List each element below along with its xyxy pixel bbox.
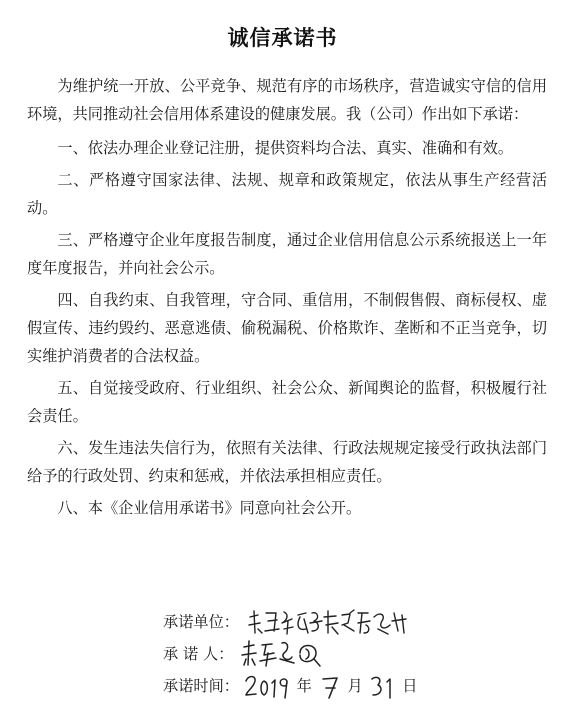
intro-paragraph: 为维护统一开放、公平竞争、规范有序的市场秩序，营造诚实守信的信用环境，共同推动社会信用体系建设的健康发展。我（公司）作出如下承诺： bbox=[27, 77, 547, 123]
unit-handwritten-signature bbox=[246, 607, 416, 637]
document-title: 诚信承诺书 bbox=[227, 26, 338, 50]
handwritten-month bbox=[319, 671, 341, 701]
signature-block bbox=[163, 605, 543, 701]
commitment-item-1: 一、依法办理企业登记注册，提供资料均合法、真实、准确和有效。 bbox=[57, 139, 514, 157]
unit-label: 承诺单位： bbox=[163, 612, 239, 631]
person-label: 承 诺 人： bbox=[163, 644, 234, 663]
day-unit: 日 bbox=[402, 676, 418, 695]
commitment-item-8: 八、本《企业信用承诺书》同意向社会公开。 bbox=[57, 499, 362, 517]
month-unit: 月 bbox=[347, 676, 363, 695]
document-body bbox=[27, 72, 547, 526]
commitment-item-4: 四、自我约束、自我管理，守合同、重信用，不制假售假、商标侵权、虚假宣传、违约毁约、恶意逃债、偷税漏税、价格欺诈、垄断和不正当竞争，切实维护消费者的合法权益。 bbox=[27, 291, 547, 365]
commitment-item-6: 六、发生违法失信行为，依照有关法律、行政法规规定接受行政执法部门给予的行政处罚、约束和惩戒，并依法承担相应责任。 bbox=[27, 439, 547, 485]
commitment-item-3: 三、严格遵守企业年度报告制度，通过企业信用信息公示系统报送上一年度年度报告，并向社会公示。 bbox=[27, 231, 547, 277]
signature-time-row bbox=[163, 669, 543, 701]
person-handwritten-signature bbox=[240, 639, 326, 669]
commitment-item-5: 五、自觉接受政府、行业组织、社会公众、新闻舆论的监督，积极履行社会责任。 bbox=[27, 379, 547, 425]
handwritten-day bbox=[369, 671, 395, 701]
year-unit: 年 bbox=[296, 676, 312, 695]
commitment-item-2: 二、严格遵守国家法律、法规、规章和政策规定，依法从事生产经营活动。 bbox=[27, 171, 547, 217]
time-label: 承诺时间： bbox=[163, 676, 239, 695]
signature-unit-row bbox=[163, 605, 543, 637]
handwritten-year bbox=[244, 671, 290, 701]
signature-person-row bbox=[163, 637, 543, 669]
